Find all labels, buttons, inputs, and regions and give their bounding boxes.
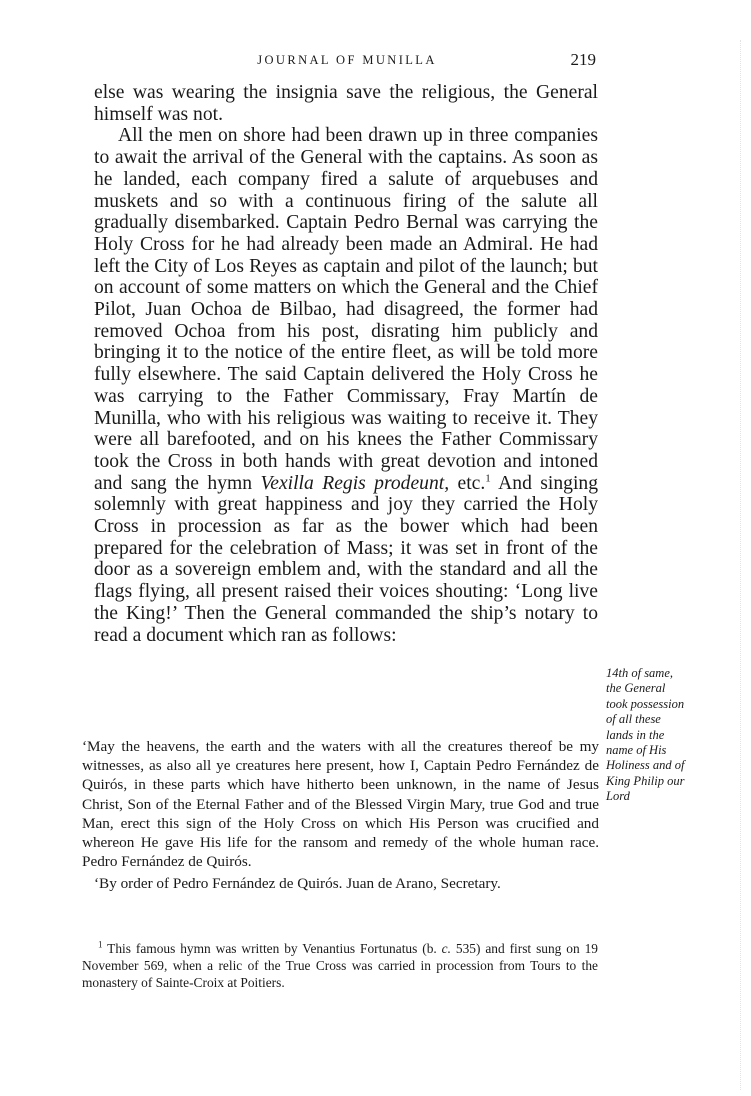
footnote-text: This famous hymn was written by Venantius Fortunatus (b.	[102, 941, 442, 956]
footnote	[82, 940, 598, 992]
quoted-document	[82, 737, 599, 894]
footnote-mark: 1	[98, 939, 103, 950]
paragraph-landing	[94, 125, 598, 646]
footnote-text: 535) and first sung on 19 November 569, when a relic of the True Cross was carried in procession from Tours to the monastery of Sainte-Croix at Poitiers.	[82, 941, 598, 991]
footnote-reference: 1	[485, 472, 491, 485]
running-head: JOURNAL OF MUNILLA	[257, 53, 437, 67]
hymn-title: Vexilla Regis prodeunt,	[260, 472, 450, 494]
quote-paragraph: ‘May the heavens, the earth and the waters with all the creatures thereof be my witnesses, as also all ye creatures here present, how I, Captain Pedro Fernández de Quirós, in these parts which have hitherto been unknown, in the name of Jesus Christ, Son of the Eternal Father and of the Blessed Virgin Mary, true God and true Man, erect this sign of the Holy Cross on which His Person was crucified and whereon He gave His life for the ransom and remedy of the whole human race. Pedro Fernández de Quirós.	[82, 738, 599, 871]
paragraph-text: And singing solemnly with great happiness and joy they carried the Holy Cross in procession as far as the bower which had been prepared for the celebration of Mass; it was set in front of the door as a sovereign emblem and, with the standard and all the flags flying, all present raised their voices shouting: ‘Long live the King!’ Then the General commanded the ship’s notary to read a document which ran as follows:	[94, 472, 598, 646]
margin-note: 14th of same, the General took possession of all these lands in the name of His Holiness and of King Philip our Lord	[606, 666, 685, 804]
scan-edge-shadow	[740, 40, 749, 1090]
page-number: 219	[570, 50, 596, 69]
paragraph-text: etc.	[449, 472, 486, 494]
footnote-text-italic: c.	[441, 941, 451, 956]
paragraph-continued: else was wearing the insignia save the religious, the General himself was not.	[94, 82, 598, 125]
quote-paragraph: ‘By order of Pedro Fernández de Quirós. Juan de Arano, Secretary.	[94, 875, 501, 893]
paragraph-text: All the men on shore had been drawn up in three companies to await the arrival of the General with the captains. As soon as he landed, each company fired a salute of arquebuses and muskets and so with a continuous firing of the salute all gradually disembarked. Captain Pedro Bernal was carrying the Holy Cross for he had already been made an Admiral. He had left the City of Los Reyes as captain and pilot of the launch; but on account of some matters on which the General and the Chief Pilot, Juan Ochoa de Bilbao, had disagreed, the former had removed Ochoa from his post, disrating him publicly and bringing it to the notice of the entire fleet, as will be told more fully elsewhere. The said Captain delivered the Holy Cross he was carrying to the Father Commissary, Fray Martín de Munilla, who with his religious was waiting to receive it. They were all barefooted, and on his knees the Father Commissary took the Cross in both hands with great devotion and intoned and sang the hymn	[94, 125, 598, 494]
main-text	[94, 82, 598, 646]
page-header	[82, 50, 602, 72]
